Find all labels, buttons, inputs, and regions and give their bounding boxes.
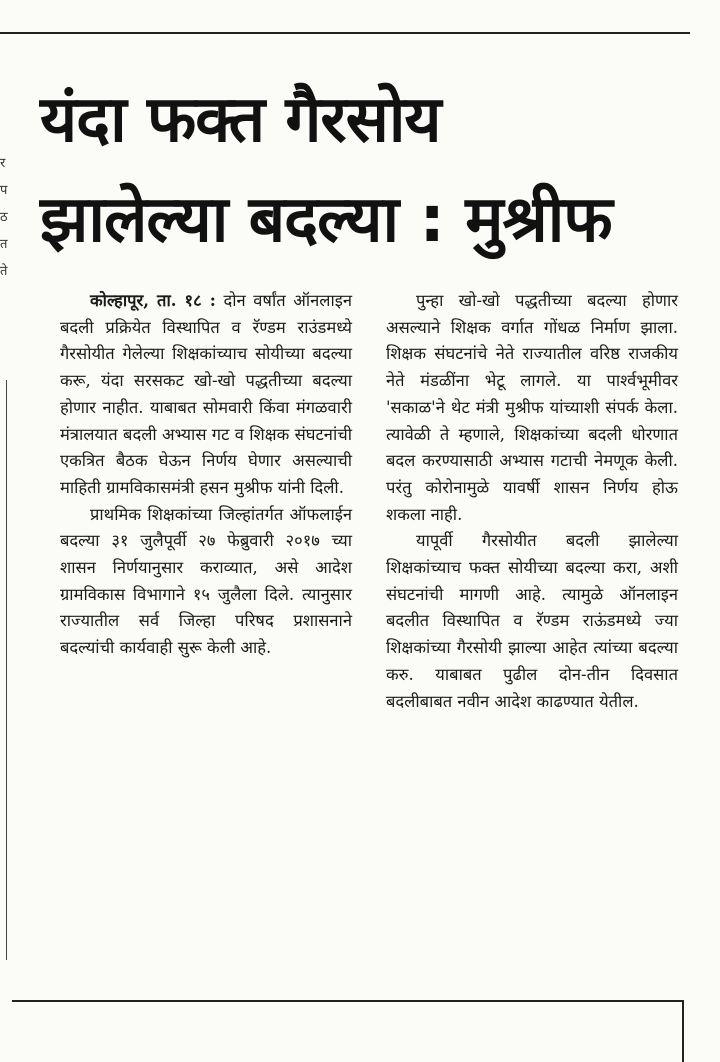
fragment-char: त: [0, 237, 8, 252]
article-column-right: [386, 288, 678, 715]
headline-line-2: झालेल्या बदल्या : मुश्रीफ: [40, 183, 612, 257]
fragment-char: प: [0, 183, 8, 198]
next-article-box: [12, 1000, 684, 1062]
adjacent-box-border: [6, 380, 7, 960]
article-column-left: [60, 288, 352, 662]
headline: [40, 70, 690, 270]
article-paragraph: यापूर्वी गैरसोयीत बदली झालेल्या शिक्षकांच्याच फक्त सोयीच्या बदल्या करा, अशी संघटनांची मागणी आहे. त्यामुळे ऑनलाइन बदलीत विस्थापित व रॅण्डम राऊंडमध्ये ज्या शिक्षकांच्या गैरसोयी झाल्या आहेत त्यांच्या बदल्या करु. याबाबत पुढील दोन-तीन दिवसात बदलीबाबत नवीन आदेश काढण्यात येतील.: [386, 531, 678, 711]
article-paragraph: प्राथमिक शिक्षकांच्या जिल्हांतर्गत ऑफलाईन बदल्या ३१ जुलैपूर्वी २७ फेब्रुवारी २०१७ च्या शासन निर्णयानुसार कराव्यात, असे आदेश ग्रामविकास विभागाने १५ जुलैला दिले. त्यानुसार राज्यातील सर्व जिल्हा परिषद प्रशासनाने बदल्यांची कार्यवाही सुरू केली आहे.: [60, 504, 352, 658]
fragment-char: र: [0, 156, 6, 171]
fragment-char: ठ: [0, 210, 8, 225]
article-paragraph: पुन्हा खो-खो पद्धतीच्या बदल्या होणार असल्याने शिक्षक वर्गात गोंधळ निर्माण झाला. शिक्षक संघटनांचे नेते राज्यातील वरिष्ठ राजकीय नेते मंडळींना भेटू लागले. या पार्श्वभूमीवर 'सकाळ'ने थेट मंत्री मुश्रीफ यांच्याशी संपर्क केला. त्यावेळी ते म्हणाले, शिक्षकांच्या बदली धोरणात बदल करण्यासाठी अभ्यास गटाची नेमणूक केली. परंतु कोरोनामुळे यावर्षी शासन निर्णय होऊ शकला नाही.: [386, 291, 678, 524]
adjacent-column-fragments: [0, 150, 10, 285]
top-rule: [0, 32, 690, 34]
dateline: कोल्हापूर, ता. १८ :: [90, 291, 216, 310]
article-paragraph: [60, 288, 352, 502]
fragment-char: ते: [0, 264, 8, 279]
paragraph-text: दोन वर्षांत ऑनलाइन बदली प्रक्रियेत विस्थापित व रॅण्डम राउंडमध्ये गैरसोयीत गेलेल्या शिक्षकांच्याच सोयीच्या बदल्या करू, यंदा सरसकट खो-खो पद्धतीच्या बदल्या होणार नाहीत. याबाबत सोमवारी किंवा मंगळवारी मंत्रालयात बदली अभ्यास गट व शिक्षक संघटनांची एकत्रित बैठक घेऊन निर्णय घेणार असल्याची माहिती ग्रामविकासमंत्री हसन मुश्रीफ यांनी दिली.: [60, 291, 352, 497]
headline-line-1: यंदा फक्त गैरसोय: [40, 83, 441, 157]
